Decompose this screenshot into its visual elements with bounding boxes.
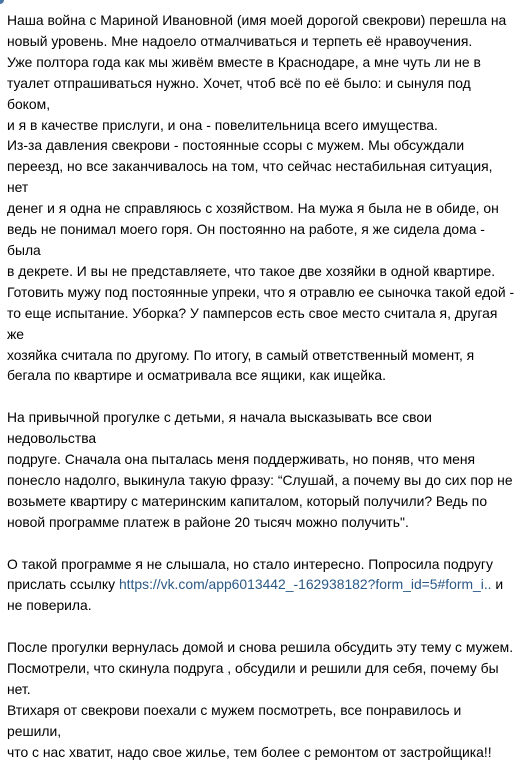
- paragraph-3-end: и не поверила.: [7, 576, 504, 614]
- paragraph-2: На привычной прогулке с детьми, я начала высказывать все свои недовольства подруге. Сначала она пыталась меня поддерживать, но поняв, что меня понесло надолго, выкинула такую фразу: “Слушай, а почему вы до сих пор не возьмете квартиру с материнским капиталом, который получили? Ведь по новой программе платеж в районе 20 тысяч можно получить".: [7, 409, 513, 530]
- corner-avatar-fragment: [0, 0, 4, 4]
- paragraph-3: [7, 554, 517, 617]
- form-link[interactable]: https://vk.com/app6013442_-162938182?form_id=5#form_i..: [118, 576, 492, 593]
- paragraph-gap: [7, 616, 517, 637]
- paragraph-1: Наша война с Мариной Ивановной (имя моей дорогой свекрови) перешла на новый уровень. Мне надоело отмалчиваться и терпеть её нравоучения. Уже полтора года как мы живём вместе в Краснодаре, а мне чуть ли не в туалет отпрашиваться нужно. Хочет, чтоб всё по её было: и сынуля под боком, и я в качестве прислуги, и она - повелительница всего имущества. Из-за давления свекрови - постоянные ссоры с мужем. Мы обсуждали переезд, но все заканчивалось на том, что сейчас нестабильная ситуация, нет денег и я одна не справляюсь с хозяйством. На мужа я была не в обиде, он ведь не понимал моего горя. Он постоянно на работе, я же сидела дома - была в декрете. И вы не представляете, что такое две хозяйки в одной квартире. Готовить мужу под постоянные упреки, что я отравлю ее сыночка такой едой - то еще испытание. Уборка? У памперсов есть свое место считала я, другая же хозяйка считала по другому. По итогу, в самый ответственный момент, я бегала по квартире и осматривала все ящики, как ищейка.: [7, 12, 515, 384]
- post-text: [7, 10, 517, 763]
- paragraph-4: После прогулки вернулась домой и снова решила обсудить эту тему с мужем. Посмотрели, что скинула подруга , обсудили и решили для себя, почему бы нет. Втихаря от свекрови поехали с мужем посмотреть, все понравилось и решили, что с нас хватит, надо свое жилье, тем более с ремонтом от застройщика!!: [7, 639, 514, 760]
- paragraph-gap: [7, 533, 517, 554]
- paragraph-3-start: О такой программе я не слышала, но стало интересно. Попросила подругу прислать ссылку: [7, 555, 493, 593]
- paragraph-gap: [7, 386, 517, 407]
